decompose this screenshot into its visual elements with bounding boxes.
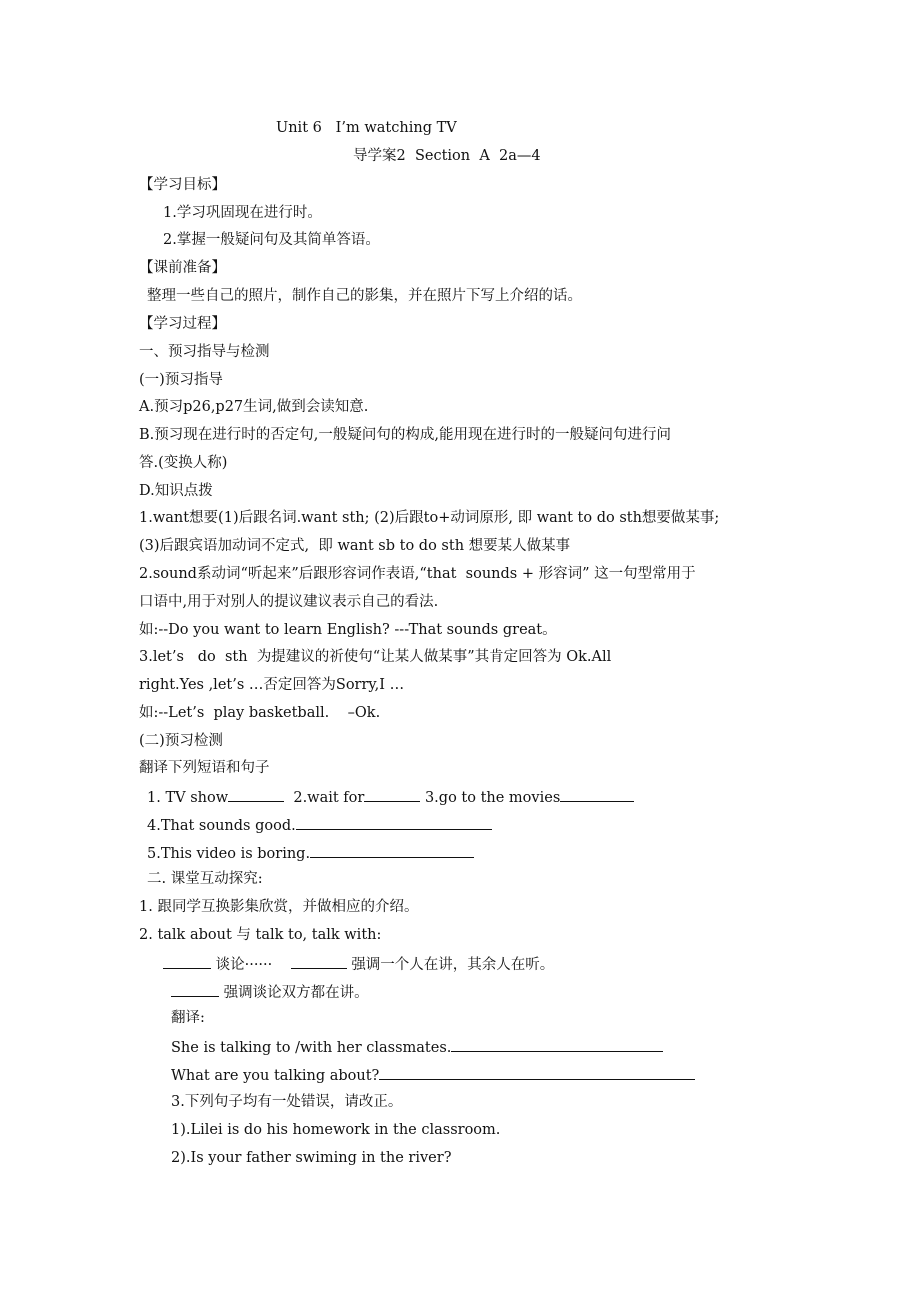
- knowledge-2-line1: 2.sound系动词“听起来”后跟形容词作表语,“that sounds + 形容词” 这一句型常用于: [139, 566, 696, 582]
- sentence-1-text: She is talking to /with her classmates.: [171, 1040, 452, 1056]
- sub1-title: (一)预习指导: [139, 372, 223, 388]
- example-1: 如:--Do you want to learn English? ---That sounds great。: [139, 622, 557, 638]
- answer-blank[interactable]: [364, 787, 420, 802]
- translate-label: 翻译:: [171, 1010, 205, 1026]
- goals-heading: 【学习目标】: [139, 177, 226, 193]
- sub2-title: (二)预习检测: [139, 733, 223, 749]
- unit-title: Unit 6 I’m watching TV: [276, 120, 457, 136]
- answer-blank[interactable]: [296, 815, 492, 830]
- knowledge-3-line1: 3.let’s do sth 为提建议的祈使句“让某人做某事”其肯定回答为 Ok.All: [139, 649, 612, 665]
- prep-heading: 【课前准备】: [139, 260, 226, 276]
- part2-title: 二. 课堂互动探究:: [147, 871, 263, 887]
- part1-title: 一、预习指导与检测: [139, 344, 270, 360]
- process-heading: 【学习过程】: [139, 316, 226, 332]
- prep-text: 整理一些自己的照片，制作自己的影集，并在照片下写上介绍的话。: [147, 288, 582, 304]
- error-sentence-1: 1).Lilei is do his homework in the classroom.: [171, 1122, 501, 1138]
- talk-to-meaning: 强调一个人在讲，其余人在听。: [351, 957, 555, 973]
- answer-blank[interactable]: [291, 954, 347, 969]
- correction-instruction: 3.下列句子均有一处错误，请改正。: [171, 1094, 403, 1110]
- example-2: 如:--Let’s play basketball. –Ok.: [139, 705, 381, 721]
- preview-b-line1: B.预习现在进行时的否定句,一般疑问句的构成,能用现在进行时的一般疑问句进行问: [139, 427, 671, 443]
- answer-blank[interactable]: [228, 787, 284, 802]
- exercise-3-text: 3.go to the movies: [424, 790, 561, 806]
- exercise-4-text: 4.That sounds good.: [147, 818, 296, 834]
- activity-1: 1. 跟同学互换影集欣赏，并做相应的介绍。: [139, 899, 419, 915]
- knowledge-heading: D.知识点拨: [139, 483, 213, 499]
- lesson-subtitle: 导学案2 Section A 2a—4: [353, 148, 541, 164]
- preview-b-line2: 答.(变换人称): [139, 455, 228, 471]
- knowledge-2-line2: 口语中,用于对别人的提议建议表示自己的看法.: [139, 594, 439, 610]
- answer-blank[interactable]: [163, 954, 211, 969]
- preview-a: A.预习p26,p27生词,做到会读知意.: [139, 399, 369, 415]
- answer-blank[interactable]: [451, 1037, 663, 1052]
- activity-2: 2. talk about 与 talk to, talk with:: [139, 927, 382, 943]
- answer-blank[interactable]: [310, 843, 474, 858]
- knowledge-1-line2: (3)后跟宾语加动词不定式, 即 want sb to do sth 想要某人做某事: [139, 538, 571, 554]
- sentence-row-1: [171, 1037, 663, 1057]
- sentence-2-text: What are you talking about?: [171, 1068, 380, 1084]
- answer-blank[interactable]: [560, 787, 634, 802]
- answer-blank[interactable]: [171, 982, 219, 997]
- knowledge-1-line1: 1.want想要(1)后跟名词.want sth; (2)后跟to+动词原形, 即 want to do sth想要做某事;: [139, 510, 720, 526]
- talk-row-1: [163, 954, 554, 974]
- exercise-1-text: 1. TV show: [147, 790, 229, 806]
- exercise-2-text: 2.wait for: [293, 790, 365, 806]
- exercise-row-5: [147, 843, 474, 863]
- exercise-5-text: 5.This video is boring.: [147, 846, 311, 862]
- talk-row-2: [171, 982, 369, 1002]
- talk-about-meaning: 谈论······: [215, 957, 273, 973]
- talk-with-meaning: 强调谈论双方都在讲。: [223, 985, 369, 1001]
- goal-item: 2.掌握一般疑问句及其简单答语。: [163, 232, 380, 248]
- error-sentence-2: 2).Is your father swiming in the river?: [171, 1150, 452, 1166]
- translate-instruction: 翻译下列短语和句子: [139, 760, 270, 776]
- knowledge-3-line2: right.Yes ,let’s …否定回答为Sorry,I …: [139, 677, 405, 693]
- exercise-row-1: [147, 787, 634, 807]
- exercise-row-4: [147, 815, 492, 835]
- answer-blank[interactable]: [379, 1065, 695, 1080]
- goal-item: 1.学习巩固现在进行时。: [163, 205, 322, 221]
- sentence-row-2: [171, 1065, 695, 1085]
